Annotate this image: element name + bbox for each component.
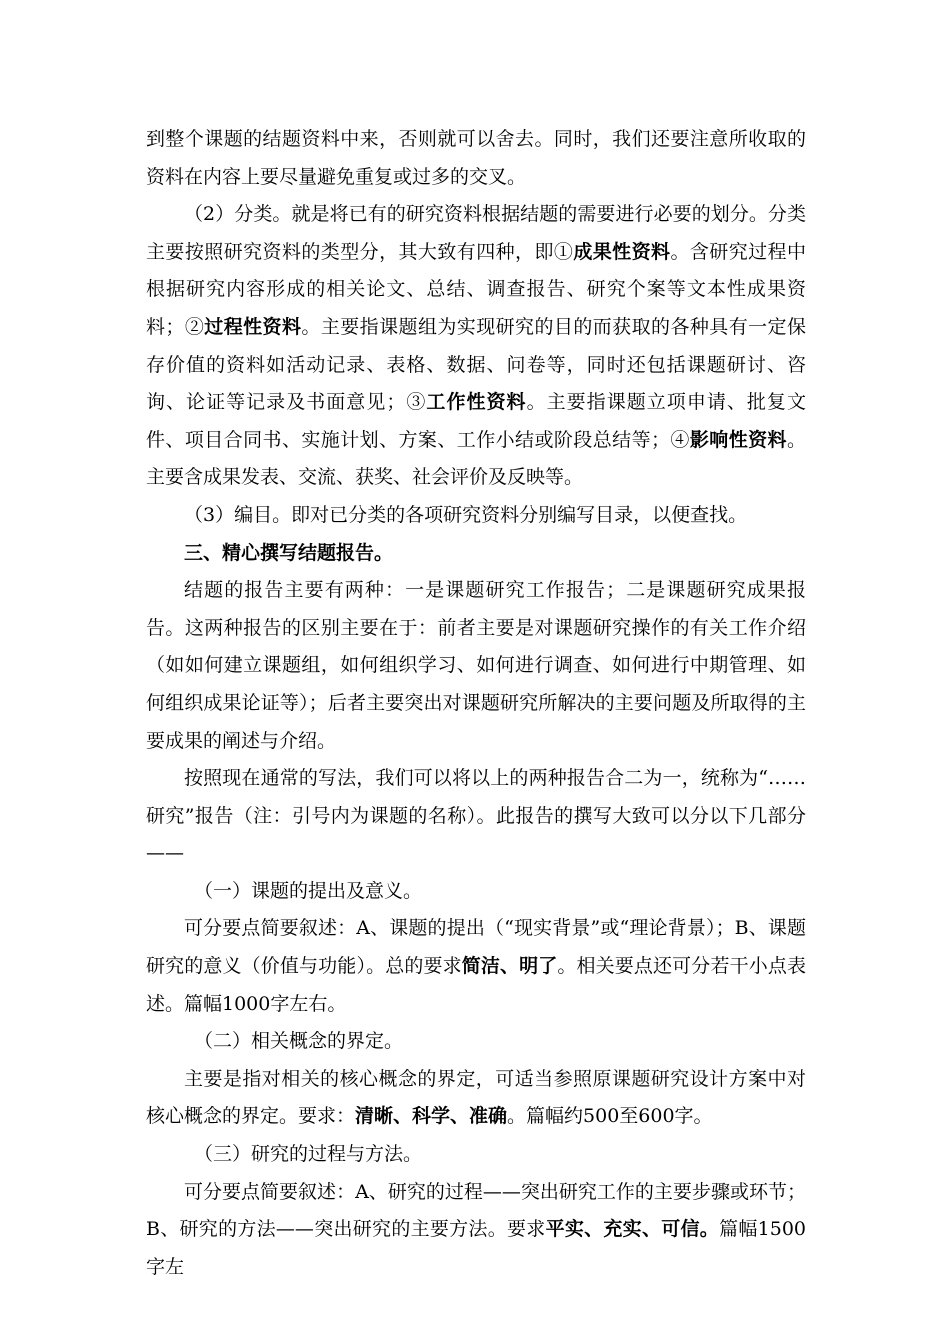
text-run: 可分要点简要叙述：A、研究的过程——突出研究工作的主要步骤或环节；B、研究的方法——突出研究的主要方法。要求 — [146, 1180, 806, 1241]
emphasis-outcome-materials: 成果性资料 — [573, 240, 671, 263]
text-run: 篇幅1500字左 — [146, 1218, 806, 1278]
subsection-heading-2: （二）相关概念的界定。 — [194, 1030, 404, 1053]
emphasis-concise: 简洁、明了 — [461, 955, 558, 978]
body-text — [146, 121, 806, 1286]
emphasis-work-materials: 工作性资料 — [426, 391, 527, 414]
section-heading-3: 三、精心撰写结题报告。 — [184, 541, 394, 564]
text-run: 。主要含成果发表、交流、获奖、社会评价及反映等。 — [146, 428, 806, 489]
text-run: （2）分类。就是将已有的研究资料根据结题的需要进行必要的划分。分类主要按照研究资料的类型分，其大致有四种，即① — [146, 203, 806, 263]
text-run: 。含研究过程中根据研究内容形成的相关论文、总结、调查报告、研究个案等文本性成果资料；② — [146, 240, 806, 338]
paragraph-classification — [146, 196, 806, 497]
paragraph-report-types: 结题的报告主要有两种：一是课题研究工作报告；二是课题研究成果报告。这两种报告的区别主要在于：前者主要是对课题研究操作的有关工作介绍（如如何建立课题组，如何组织学习、如何进行调查、如何进行中期管理、如何组织成果论证等）；后者主要突出对课题研究所解决的主要问题及所取得的主要成果的阐述与介绍。 — [146, 579, 806, 752]
text-run: 。主要指课题组为实现研究的目的而获取的各种具有一定保存价值的资料如活动记录、表格、数据、问卷等，同时还包括课题研讨、咨询、论证等记录及书面意见；③ — [146, 315, 806, 414]
paragraph-continuation: 到整个课题的结题资料中来，否则就可以舍去。同时，我们还要注意所收取的资料在内容上要尽量避免重复或过多的交叉。 — [146, 128, 806, 188]
emphasis-impact-materials: 影响性资料 — [689, 428, 787, 451]
paragraph-subsection-2 — [146, 1061, 806, 1136]
emphasis-clear: 清晰、科学、准确 — [355, 1105, 508, 1128]
subsection-heading-1: （一）课题的提出及意义。 — [194, 879, 423, 902]
paragraph-report-format: 按照现在通常的写法，我们可以将以上的两种报告合二为一，统称为“……研究”报告（注：引号内为课题的名称）。此报告的撰写大致可以分以下几部分—— — [146, 767, 806, 865]
emphasis-process-materials: 过程性资料 — [204, 315, 302, 338]
text-run: 。主要指课题立项申请、批复文件、项目合同书、实施计划、方案、工作小结或阶段总结等；④ — [146, 391, 806, 451]
text-run: 主要是指对相关的核心概念的界定，可适当参照原课题研究设计方案中对核心概念的界定。要求： — [146, 1067, 806, 1128]
subsection-heading-3: （三）研究的过程与方法。 — [194, 1143, 423, 1166]
emphasis-plain: 平实、充实、可信。 — [545, 1218, 720, 1241]
paragraph-cataloguing: （3）编目。即对已分类的各项研究资料分别编写目录，以便查找。 — [184, 503, 748, 526]
paragraph-subsection-3 — [146, 1174, 806, 1287]
text-run: 可分要点简要叙述：A、课题的提出（“现实背景”或“理论背景）；B、课题研究的意义（价值与功能）。总的要求 — [146, 917, 806, 978]
text-run: 。篇幅约500至600字。 — [507, 1105, 713, 1128]
paragraph-subsection-1 — [146, 910, 806, 1023]
text-run: 。相关要点还可分若干小点表述。篇幅1000字左右。 — [146, 955, 806, 1015]
